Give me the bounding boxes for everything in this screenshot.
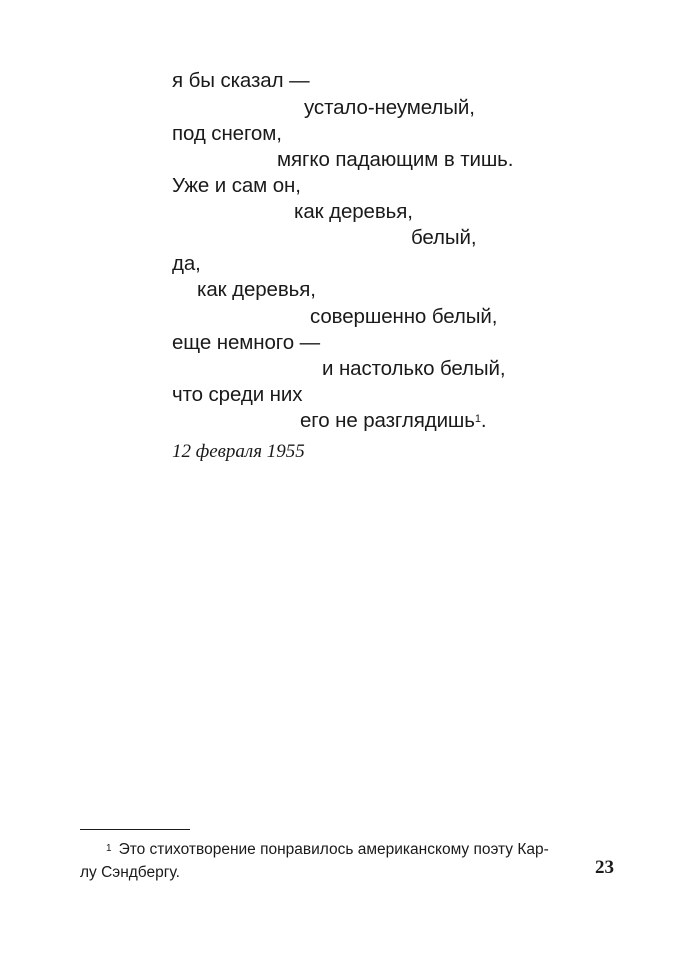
poem-line-8: да, bbox=[172, 252, 201, 275]
poem-line-10: совершенно белый, bbox=[310, 305, 498, 328]
poem-line-12: и настолько белый, bbox=[322, 357, 506, 380]
footnote-text-1: Это стихотворение понравилось американскому поэту Кар- bbox=[118, 841, 549, 858]
page-number: 23 bbox=[595, 857, 614, 878]
poem-line-4: мягко падающим в тишь. bbox=[277, 148, 514, 171]
footnote bbox=[80, 838, 580, 884]
poem-line-7: белый, bbox=[411, 226, 477, 249]
poem-line-9: как деревья, bbox=[197, 278, 316, 301]
poem-line-5: Уже и сам он, bbox=[172, 174, 301, 197]
poem-line-6: как деревья, bbox=[294, 200, 413, 223]
poem-line-2: устало-неумелый, bbox=[304, 96, 475, 119]
poem-line-11: еще немного — bbox=[172, 331, 320, 354]
poem-line-1: я бы сказал — bbox=[172, 69, 310, 92]
poem-line-14-text: его не разглядишь bbox=[300, 409, 475, 432]
poem-date: 12 февраля 1955 bbox=[172, 441, 305, 462]
poem-line-3: под снегом, bbox=[172, 122, 282, 145]
footnote-reference: 1 bbox=[474, 413, 481, 425]
poem-line-14-punct: . bbox=[480, 409, 487, 432]
footnote-line-2: лу Сэндбергу. bbox=[80, 864, 180, 881]
poem-line-14 bbox=[300, 408, 486, 434]
poem-line-13: что среди них bbox=[172, 383, 303, 406]
footnote-divider bbox=[80, 829, 190, 830]
footnote-line-1 bbox=[80, 838, 580, 861]
footnote-number: 1 bbox=[106, 843, 112, 854]
